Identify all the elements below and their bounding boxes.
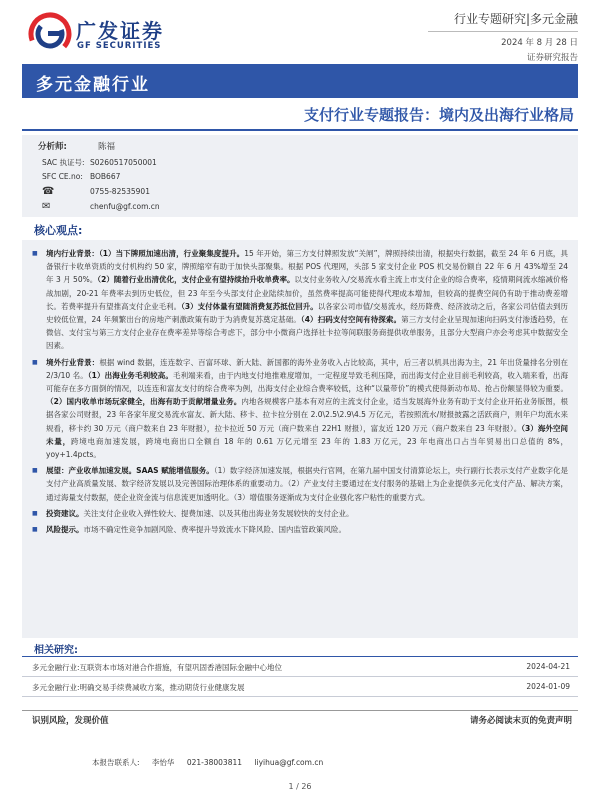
- header-meta: [428, 10, 578, 63]
- analyst-phone: 0755-82535901: [90, 187, 150, 196]
- bullet-text-bold: 展望：产业收单加速发展。SAAS 赋能增值服务。: [46, 466, 214, 476]
- sfc-label: SFC CE.no:: [42, 172, 83, 181]
- bullet-text: （1）数字经济加速发展，根据央行官网，在第九届中国支付清算论坛上，央行副行长表示支付产业数字化是支付产业高质量发展、数字经济发展以及完善国际治理体系的重要动力。（2）产业支付主要通过在支付服务的基础上为企业提供多元化支付产品、解决方案，通过海量支付数据，使企业资金流与信息流更加透明化。（3）增值服务逐渐成为支付企业强化客户粘性的重要方式。: [46, 466, 568, 502]
- phone-icon: ☎: [42, 186, 55, 197]
- bullet-risk: [32, 523, 568, 536]
- analyst-label: 分析师:: [38, 142, 67, 152]
- bullet-text: 以各家公司市值/交易流水，经历降费、经济波动之后，各家公司估值去到历史较低位置，24 年频繁出台的房地产刺激政策有助于为消费复苏奠定基础。: [46, 301, 569, 325]
- related-separator: [22, 676, 578, 677]
- bullet-text: 毛利端来看，由于内地支付地推难度增加，一定程度导致毛利压降，而出海支付企业目前毛利较高，收入端来看，出海可能存在多方面倒的情况，以连连和富友支付的综合费率为例，出海支付企业综合费率较低，这种“以量带价”的模式使得新动布局、抢占份额显得较为重要。: [46, 370, 569, 394]
- header-divider: [428, 31, 578, 32]
- footer-divider: [22, 710, 578, 711]
- bullet-text-bold: 风险提示。: [46, 525, 84, 535]
- banner-title: 多元金融行业: [36, 75, 150, 95]
- related-item-date: 2024-01-09: [526, 682, 570, 691]
- email-icon: ✉: [42, 201, 51, 212]
- bullet-text: 根据 wind 数据，连连数字、百富环球、新大陆、新国都的海外业务收入占比较高，其中，后三者以机具出海为主，21 年出货量排名分别在 2/3/10 名。: [46, 357, 568, 380]
- phone-row: [42, 186, 150, 197]
- related-item-date: 2024-04-21: [526, 662, 570, 671]
- bullet-investment: [32, 507, 568, 520]
- core-views-panel: [22, 240, 578, 638]
- related-item-title[interactable]: 多元金融行业:互联资本市场对港合作措施，有望巩固香港国际金融中心地位: [32, 663, 283, 672]
- bullet-text-bold: （3）支付体量有望随消费复苏抵位回升。: [181, 301, 318, 311]
- contact-line: [92, 757, 333, 768]
- bullet-text-bold: （2）国内收单市场玩家健全，出海有助于贡献增量业务。: [46, 397, 242, 407]
- contact-phone: 021-38003811: [186, 758, 243, 767]
- bullet-text-bold: （2）随着行业出清优化，支付企业有望持续抬升收单费率。: [97, 275, 295, 285]
- footer-disclaimer: 请务必阅读末页的免责声明: [469, 716, 572, 726]
- bullet-text-bold: 境内行业背景：（1）当下牌照加速出清，行业聚集度提升。: [46, 249, 245, 258]
- report-date: 2024 年 8 月 28 日: [501, 38, 578, 48]
- bullet-outlook: [32, 464, 568, 504]
- analyst-name: 陈福: [98, 142, 116, 152]
- sfc-number: BOB667: [90, 172, 121, 181]
- analyst-email[interactable]: chenfu@gf.com.cn: [90, 202, 160, 211]
- bullet-overseas: [32, 356, 568, 462]
- bullet-text-bold: （4）扫码支付空间有待探索。: [300, 315, 402, 325]
- sac-number: S0260517050001: [90, 158, 157, 167]
- related-item[interactable]: [32, 662, 570, 673]
- email-row: [42, 201, 160, 212]
- industry-banner: [22, 64, 578, 98]
- contact-label: 本报告联系人:: [92, 758, 140, 767]
- bullet-text: 第三方支付企业呈现加速向扫码支付渗透趋势，在微信、支付宝与第三方支付企业存在费率差异等综合考虑下，部分中小微商户选择社卡拉等间联服务商提供收单服务，且部分大型商户亦会考虑其中数据安全因素。: [46, 315, 569, 351]
- contact-email[interactable]: liyihua@gf.com.cn: [254, 758, 324, 767]
- logo-text-en: GF SECURITIES: [77, 41, 162, 51]
- page-number: 1 / 26: [288, 782, 312, 791]
- related-divider: [22, 656, 578, 657]
- title-divider: [22, 129, 578, 131]
- bullet-text-bold: （1）出海业务毛利较高。: [87, 370, 173, 380]
- core-views-heading: 核心观点:: [34, 224, 83, 237]
- logo-text-cn: 广发证券: [76, 19, 164, 43]
- page-header: [0, 0, 600, 63]
- bullet-text-bold: 境外行业背景：: [46, 357, 100, 367]
- report-org: 证券研究报告: [526, 53, 578, 63]
- related-research-heading: 相关研究:: [34, 645, 78, 656]
- related-item-title[interactable]: 多元金融行业:明确交易手续费减收方案，推动期货行业健康发展: [32, 683, 245, 692]
- bullet-text: 15 年开始，第三方支付牌照发放“关闸”，牌照持续出清，根据央行数据，截至 24 年 6 月底，具备银行卡收单资质的支付机构约 50 家，牌照缩窄有助于加快头部聚集。根据 POS 代理网，头部 5 家支付企业 POS 机交易份额自 22 年 6 月 43%增至 24 年 3 月 50%。: [46, 249, 568, 285]
- analyst-panel: [22, 135, 578, 217]
- bullet-text: 以支付业务收入/交易流水看主流上市支付企业的综合费率，疫情期间流水缩减价格战加剧，20-21 年费率去到历史低位，但 23 年至今头部支付企业陆续加价，虽然费率提高可能使得代理成本增加，但较高的提费空间仍有助于推动费差增长。若费率提升有望推高支付企业毛利。: [46, 275, 569, 311]
- report-type: 行业专题研究|多元金融: [453, 12, 578, 26]
- gf-logo-icon: [28, 12, 72, 56]
- contact-name: 李怡华: [151, 758, 175, 767]
- bullet-text: 关注支付企业收入弹性较大、提费加速、以及其他出海业务发展较快的支付企业。: [83, 508, 354, 518]
- related-separator: [22, 696, 578, 697]
- bullet-text: 跨境电商加速发展，跨境电商出口全额自 18 年的 0.61 万亿元增至 23 年的 1.83 万亿元，23 年电商出口占当年贸易出口总值的 8%，yoy+1.4pcts。: [46, 436, 569, 460]
- bullet-text-bold: （3）海外空间未量，: [46, 423, 568, 446]
- related-item[interactable]: [32, 682, 570, 693]
- sac-label: SAC 执证号:: [42, 158, 85, 167]
- company-logo: [28, 12, 198, 56]
- bullet-domestic: [32, 247, 568, 353]
- sac-row: [42, 157, 157, 168]
- bullet-text-bold: 投资建议。: [46, 508, 84, 518]
- report-title: 支付行业专题报告：境内及出海行业格局: [303, 106, 574, 124]
- bullet-text: 内地各规模客户基本有对应的主流支付企业，适当发展海外业务有助于支付企业开拓业务版图，根据各家公司财报，23 年各家年度交易流水富友、新大陆、移卡、拉卡拉分别在 2.0\2.5\2.9\4.5 万亿元，若按照流水/财报披露之活跃商户，则年户均流水来规看，移卡约 30 万元（商户数来自 23 年财报），拉卡拉近 50 万元（商户数来自 22H1 财报），富友近 120 万元（商户数来自 23 年财报）。: [46, 397, 568, 433]
- sfc-row: [42, 172, 120, 181]
- bullet-text: 市场不确定性竞争加剧风险、费率提升导致流水下降风险、国内监管政策风险。: [83, 525, 346, 535]
- footer-slogan: 识别风险，发现价值: [32, 716, 109, 726]
